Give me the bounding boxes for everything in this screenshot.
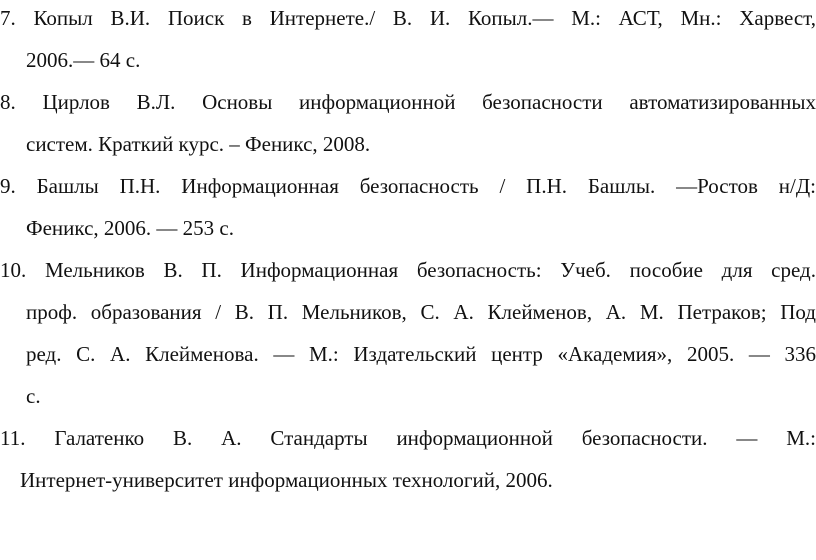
reference-line: систем. Краткий курс. – Феникс, 2008. — [26, 132, 371, 156]
reference-line: проф. образования / В. П. Мельников, С. А. Клейменов, А. М. Петраков; Под — [26, 300, 816, 324]
reference-line: 8. Цирлов В.Л. Основы информационной безопасности автоматизированных — [0, 90, 816, 114]
reference-line: 9. Башлы П.Н. Информационная безопасность / П.Н. Башлы. —Ростов н/Д: — [0, 174, 816, 198]
reference-line: ред. С. А. Клейменова. — М.: Издательский центр «Академия», 2005. — 336 — [26, 342, 816, 366]
reference-line: 2006.— 64 с. — [26, 48, 141, 72]
reference-line: с. — [26, 384, 41, 408]
reference-line: Феникс, 2006. — 253 с. — [26, 216, 234, 240]
reference-line: Интернет-университет информационных технологий, 2006. — [20, 468, 553, 492]
reference-line: 7. Копыл В.И. Поиск в Интернете./ В. И. Копыл.— М.: АСТ, Мн.: Харвест, — [0, 6, 816, 30]
reference-line: 11. Галатенко В. А. Стандарты информационной безопасности. — М.: — [0, 426, 816, 450]
reference-line: 10. Мельников В. П. Информационная безопасность: Учеб. пособие для сред. — [0, 258, 816, 282]
